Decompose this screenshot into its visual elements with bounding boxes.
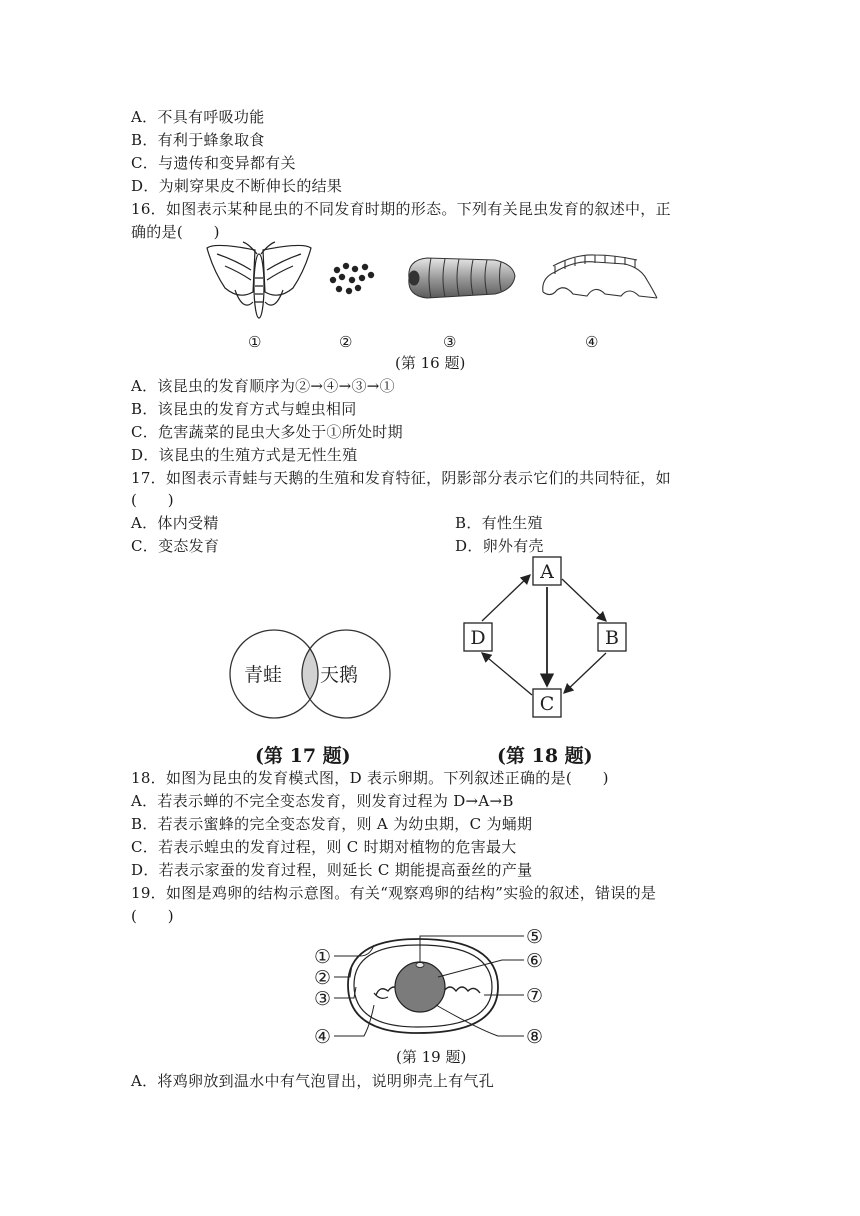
q17-option-a: A．体内受精 <box>131 514 219 532</box>
egg-label-2: ② <box>314 967 332 989</box>
egg-label-1: ① <box>314 946 332 968</box>
arrow-a-to-b <box>562 579 606 621</box>
egg-label-3: ③ <box>314 988 332 1010</box>
q19-egg-diagram <box>308 925 553 1047</box>
egg-label-5: ⑤ <box>526 926 544 948</box>
q18-option-c: C．若表示蝗虫的发育过程，则 C 时期对植物的危害最大 <box>131 838 517 856</box>
arrow-d-to-a <box>482 575 530 621</box>
q16-caption: (第 16 题) <box>395 354 466 372</box>
q16-option-d: D．该昆虫的生殖方式是无性生殖 <box>131 446 358 464</box>
q16-label-2: ② <box>339 333 353 351</box>
egg-label-8: ⑧ <box>526 1026 544 1047</box>
q17-option-c: C．变态发育 <box>131 537 220 555</box>
q16-stem-line2: 确的是( ) <box>131 223 220 241</box>
q17-option-d: D．卵外有壳 <box>455 537 544 555</box>
q18-option-d: D．若表示家蚕的发育过程，则延长 C 期能提高蚕丝的产量 <box>131 861 533 879</box>
node-a-label: A <box>540 561 554 583</box>
q18-stem: 18．如图为昆虫的发育模式图，D 表示卵期。下列叙述正确的是( ) <box>131 769 609 787</box>
node-d-label: D <box>470 627 486 649</box>
germinal-disc <box>416 963 424 968</box>
chalaza-right <box>444 987 480 993</box>
larva-illustration <box>543 255 657 298</box>
q17-option-b: B．有性生殖 <box>455 514 543 532</box>
q18-option-b: B．若表示蜜蜂的完全变态发育，则 A 为幼虫期，C 为蛹期 <box>131 815 533 833</box>
q15-option-c: C．与遗传和变异都有关 <box>131 154 296 172</box>
q16-stem-line1: 16．如图表示某种昆虫的不同发育时期的形态。下列有关昆虫发育的叙述中，正 <box>131 200 671 218</box>
q19-option-a: A．将鸡卵放到温水中有气泡冒出，说明卵壳上有气孔 <box>131 1072 495 1090</box>
q15-option-a: A．不具有呼吸功能 <box>131 108 265 126</box>
egg-label-6: ⑥ <box>526 950 544 972</box>
q16-label-4: ④ <box>585 333 599 351</box>
node-c-label: C <box>539 693 555 715</box>
q19-stem-line1: 19．如图是鸡卵的结构示意图。有关“观察鸡卵的结构”实验的叙述，错误的是 <box>131 884 657 902</box>
venn-left-label: 青蛙 <box>244 664 283 686</box>
moth-illustration <box>207 242 311 318</box>
q17-stem-line1: 17．如图表示青蛙与天鹅的生殖和发育特征，阴影部分表示它们的共同特征，如 <box>131 469 671 487</box>
q17-venn-diagram <box>228 628 398 722</box>
eggs-illustration <box>330 263 374 294</box>
pupa-illustration <box>409 258 515 298</box>
q18-caption: (第 18 题) <box>497 745 593 767</box>
egg-label-7: ⑦ <box>526 985 544 1007</box>
q16-option-b: B．该昆虫的发育方式与蝗虫相同 <box>131 400 357 418</box>
q15-option-d: D．为刺穿果皮不断伸长的结果 <box>131 177 343 195</box>
venn-right-label: 天鹅 <box>320 664 359 686</box>
q16-label-1: ① <box>248 333 262 351</box>
q15-option-b: B．有利于蜂象取食 <box>131 131 265 149</box>
egg-label-4: ④ <box>314 1026 332 1047</box>
q16-option-a: A．该昆虫的发育顺序为②→④→③→① <box>131 377 395 395</box>
q16-label-3: ③ <box>443 333 457 351</box>
egg-yolk <box>395 962 445 1012</box>
q19-caption: (第 19 题) <box>396 1048 467 1066</box>
q18-option-a: A．若表示蝉的不完全变态发育，则发育过程为 D→A→B <box>131 792 514 810</box>
q18-cycle-diagram <box>460 555 635 723</box>
q17-caption: (第 17 题) <box>255 745 351 767</box>
q19-stem-line2: ( ) <box>131 907 174 925</box>
q16-insect-figure <box>195 240 665 330</box>
arrow-c-to-d <box>482 653 532 695</box>
arrow-b-to-c <box>564 653 606 693</box>
q17-stem-line2: ( ) <box>131 491 174 509</box>
q16-option-c: C．危害蔬菜的昆虫大多处于①所处时期 <box>131 423 403 441</box>
node-b-label: B <box>605 627 619 649</box>
